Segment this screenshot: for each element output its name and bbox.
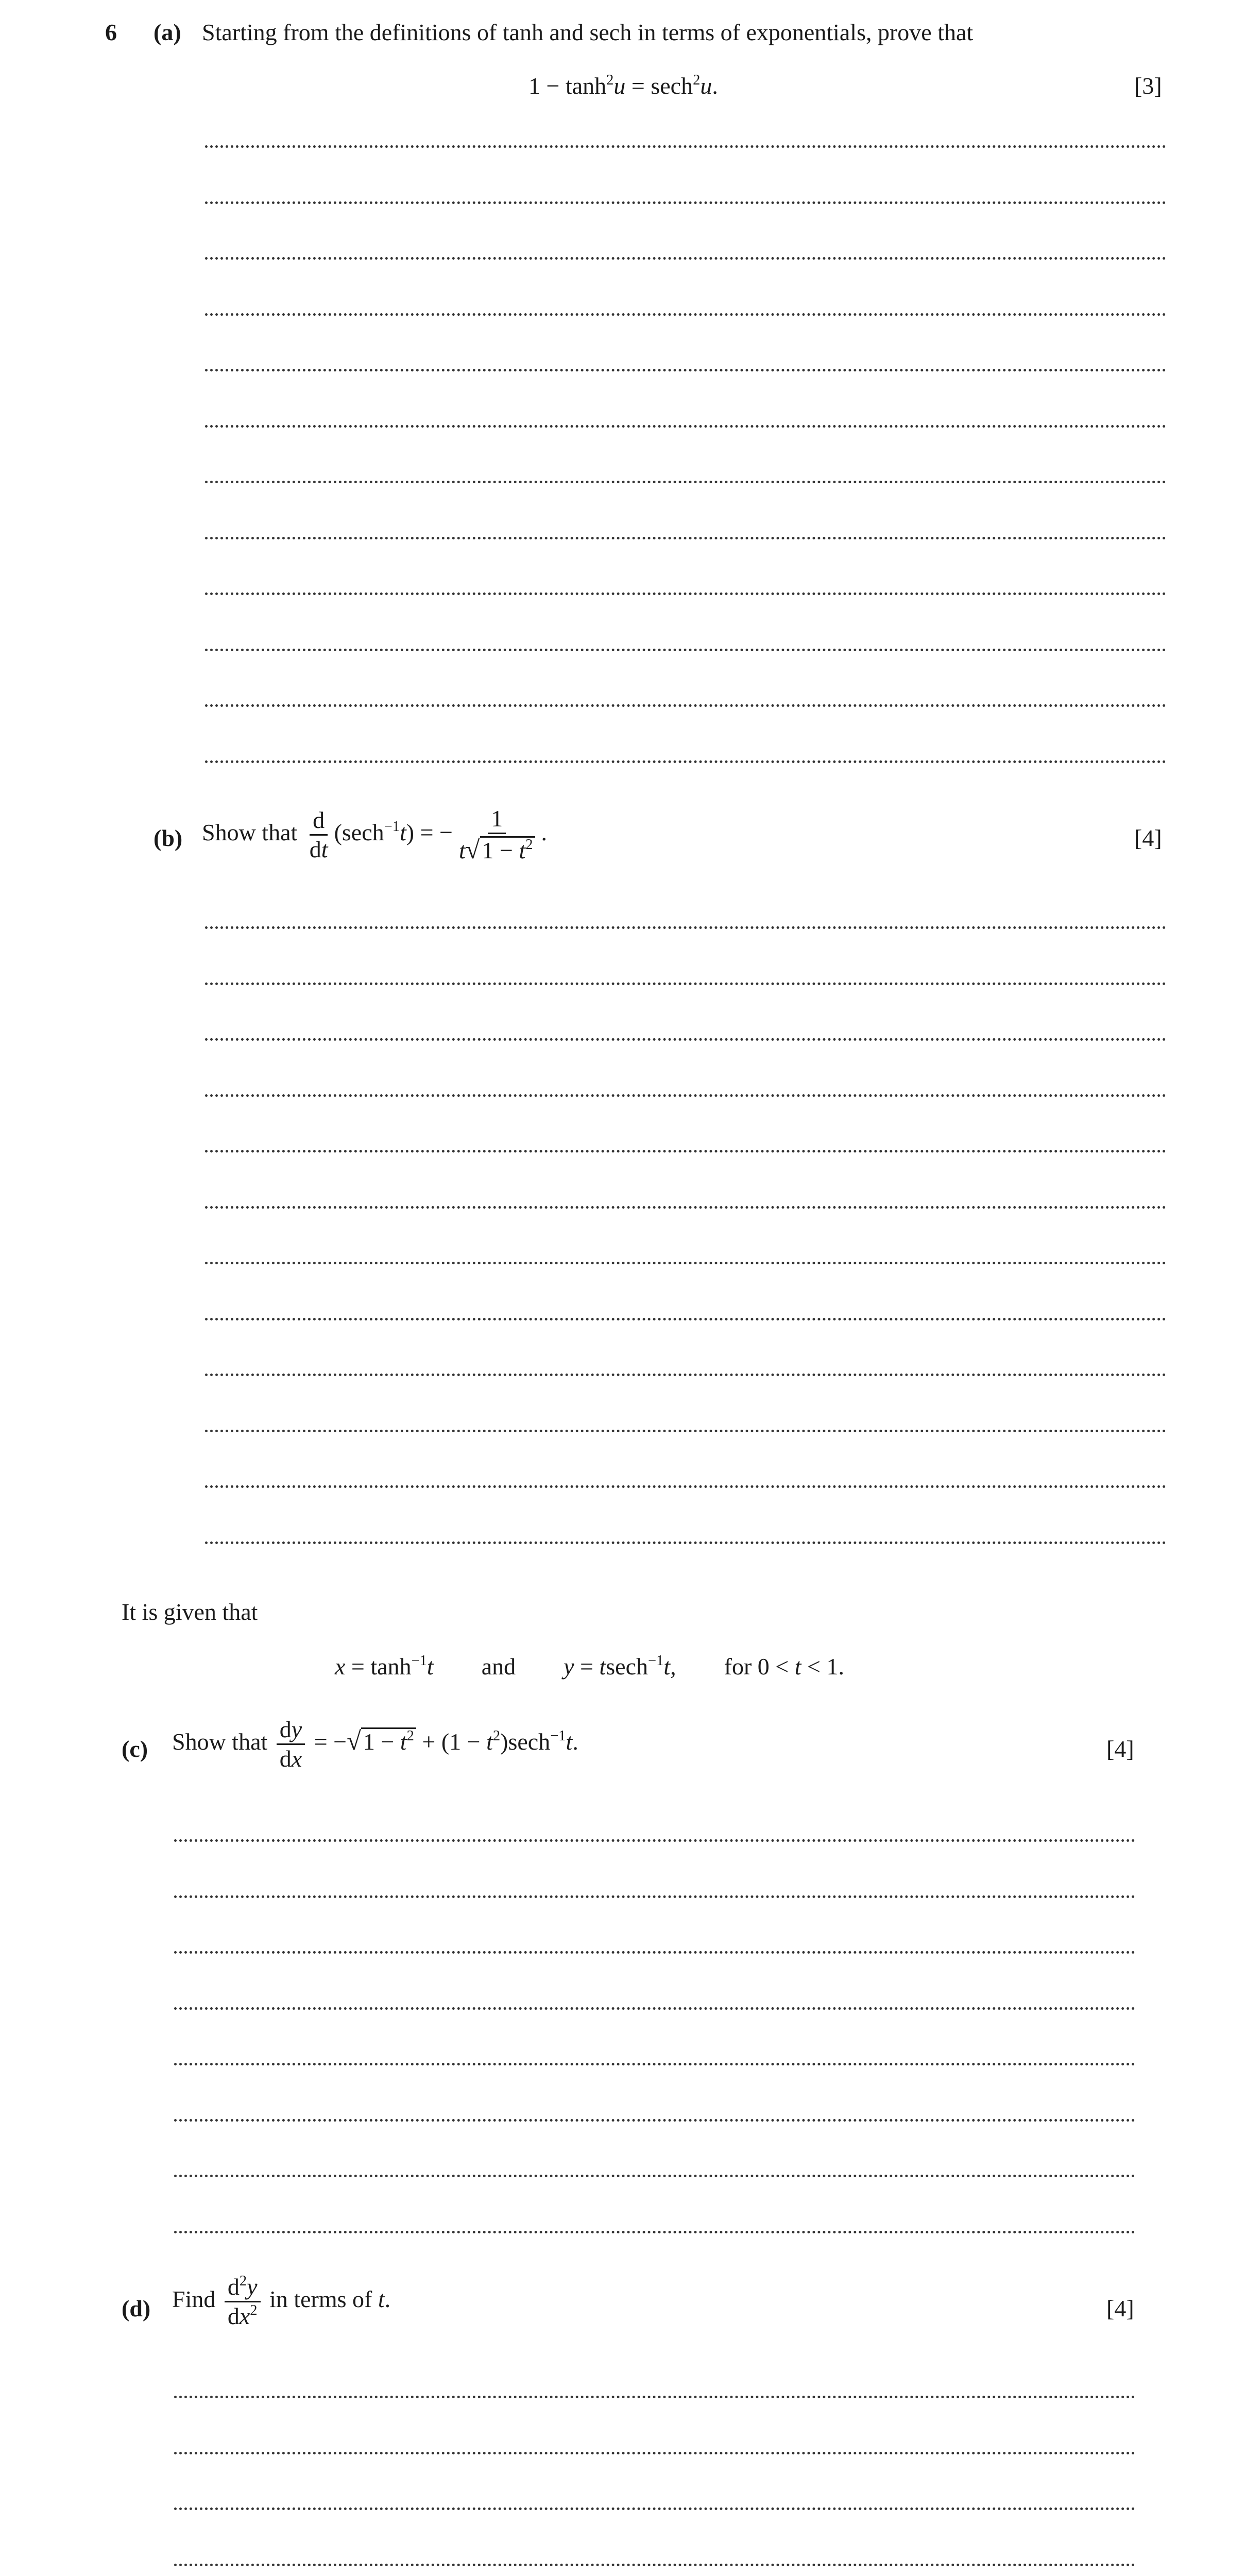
part-a-equation: $1 - \tanh^2u = \sec h^2u$. <box>528 72 718 99</box>
part-c-marks: [4] <box>1106 1736 1134 1762</box>
answer-line[interactable] <box>205 704 1166 707</box>
answer-line[interactable] <box>174 1839 1135 1842</box>
answer-line[interactable] <box>205 1150 1166 1153</box>
answer-line[interactable] <box>205 1094 1166 1097</box>
answer-line[interactable] <box>174 2119 1135 2122</box>
answer-line[interactable] <box>174 2007 1135 2010</box>
answer-line[interactable] <box>174 2396 1135 2398</box>
answer-line[interactable] <box>205 1262 1166 1264</box>
answer-line[interactable] <box>205 1318 1166 1320</box>
answer-line[interactable] <box>174 2564 1135 2566</box>
answer-line[interactable] <box>205 1541 1166 1544</box>
answer-line[interactable] <box>205 257 1166 260</box>
answer-line[interactable] <box>205 537 1166 539</box>
answer-line[interactable] <box>174 2231 1135 2233</box>
answer-line[interactable] <box>205 145 1166 148</box>
answer-line[interactable] <box>205 1430 1166 1432</box>
answer-line[interactable] <box>205 649 1166 651</box>
rhs-fraction: $\frac{1}{t√1 - t^2}$ <box>456 807 538 863</box>
answer-line[interactable] <box>205 481 1166 483</box>
part-a-marks: [3] <box>1134 73 1162 99</box>
answer-line[interactable] <box>205 425 1166 428</box>
answer-line[interactable] <box>205 201 1166 204</box>
derivative-operator: $\frac{d}{dt}$ <box>309 806 328 862</box>
given-definitions: $x = \tanh^{-1}t$ and y = tsech$^{-1}$t, for 0 < t < 1. <box>335 1653 844 1680</box>
part-d-label: (d) <box>122 2295 151 2321</box>
answer-line[interactable] <box>205 369 1166 371</box>
answer-line[interactable] <box>205 926 1166 929</box>
answer-line[interactable] <box>205 313 1166 316</box>
answer-line[interactable] <box>205 592 1166 595</box>
answer-line[interactable] <box>174 2507 1135 2510</box>
given-intro: It is given that <box>122 1599 258 1625</box>
answer-line[interactable] <box>205 982 1166 985</box>
second-derivative-fraction: $\frac{d^2y}{dx^2}$ <box>225 2275 261 2328</box>
answer-line[interactable] <box>174 2452 1135 2454</box>
answer-line[interactable] <box>205 760 1166 763</box>
part-d-statement: Find $\frac{d^2y}{dx^2}$ in terms of t. <box>172 2273 391 2329</box>
part-d-marks: [4] <box>1106 2295 1134 2321</box>
answer-line[interactable] <box>205 1485 1166 1488</box>
answer-line[interactable] <box>174 2175 1135 2177</box>
part-b-marks: [4] <box>1134 825 1162 851</box>
part-a-label: (a) <box>153 19 181 45</box>
answer-line[interactable] <box>174 1895 1135 1898</box>
part-b-label: (b) <box>153 825 183 851</box>
part-c-label: (c) <box>122 1736 148 1762</box>
answer-line[interactable] <box>205 1206 1166 1209</box>
question-number: 6 <box>105 19 117 45</box>
answer-line[interactable] <box>174 1951 1135 1954</box>
dy-dx-fraction: $\frac{dy}{dx}$ <box>277 1718 305 1771</box>
answer-line[interactable] <box>205 1374 1166 1376</box>
answer-line[interactable] <box>205 1038 1166 1041</box>
answer-line[interactable] <box>174 2063 1135 2065</box>
part-c-statement: Show that $\frac{dy}{dx}$ = $-√1 - t^2 + (1 - t^2)\sec h^{-1}t$. <box>172 1716 578 1772</box>
part-b-statement: Show that $\frac{d}{dt}$ (sech$^{-1}$t) = − $\frac{1}{t√1 - t^2}$ . <box>202 805 548 864</box>
part-a-prompt: Starting from the definitions of tanh and sech in terms of exponentials, prove that <box>202 19 974 45</box>
